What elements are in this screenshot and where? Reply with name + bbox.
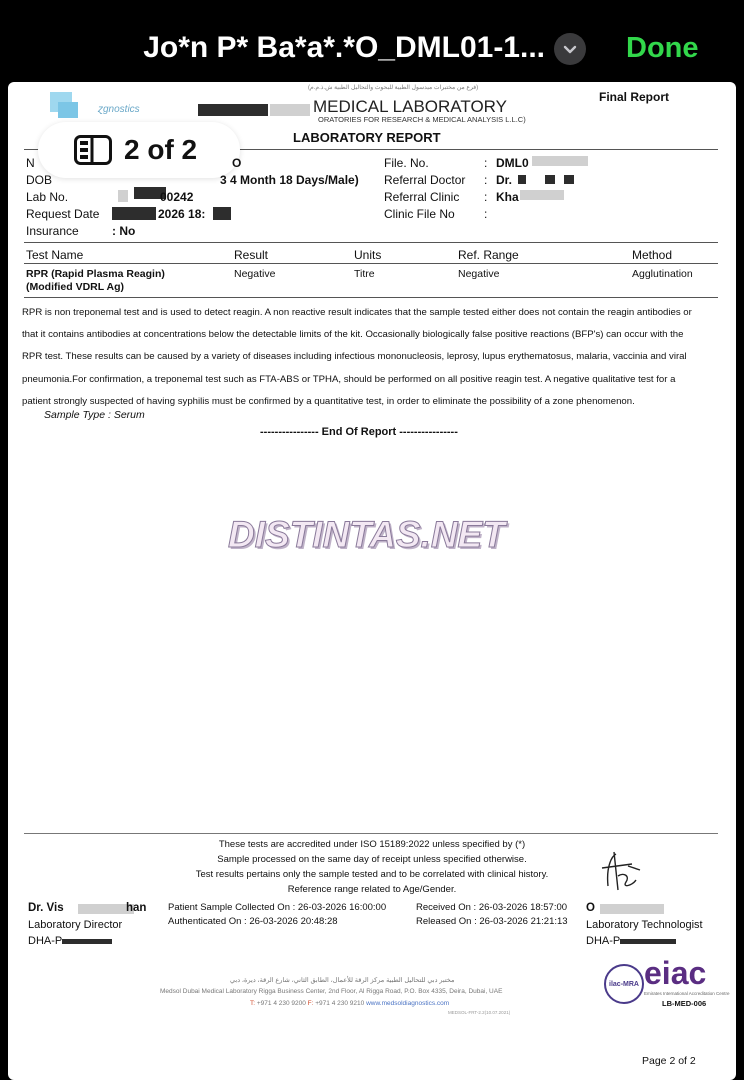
document-pages-icon <box>74 135 112 165</box>
arabic-header: (فرع من مختبرات ميدسول الطبية للبحوث والتحاليل الطبية ش.ذ.م.م) <box>308 85 479 91</box>
contact-line <box>250 1000 449 1007</box>
lab-name: MEDICAL LABORATORY <box>313 97 507 116</box>
footer-line: These tests are accredited under ISO 15189:2022 unless specified by (*) <box>218 839 526 850</box>
insurance-value: : No <box>112 224 136 238</box>
lab-subtitle: ORATORIES FOR RESEARCH & MEDICAL ANALYSIS L.L.C) <box>318 115 526 124</box>
sample-type: Sample Type : Serum <box>44 409 145 421</box>
page-number: Page 2 of 2 <box>642 1055 696 1067</box>
address-line: Medsol Dubai Medical Laboratory Rigga Business Center, 2nd Floor, Al Rigga Road, P.O. Box 4335, Deira, Dubai, UAE <box>160 988 503 995</box>
footer-line: Sample processed on the same day of receipt unless specified otherwise. <box>217 854 527 865</box>
table-row-rule <box>24 297 718 298</box>
clinic-file-label: Clinic File No <box>384 207 455 221</box>
notes-line: RPR test. These results can be caused by a variety of diseases including infectious mononucleosis, leprosy, lupus erythematosus, malaria, vaccinia and viral <box>22 351 687 362</box>
ilac-text: ilac-MRA <box>609 980 639 988</box>
footer-line: Reference range related to Age/Gender. <box>287 884 457 895</box>
report-title: LABORATORY REPORT <box>293 130 441 145</box>
result-value: Negative <box>234 268 276 280</box>
notes-line: RPR is non treponemal test and is used to detect reagin. A non reactive result indicates that the sample tested either does not contain the reagin antibodies or <box>22 307 692 318</box>
phone-value: +971 4 230 9200 <box>256 1000 306 1007</box>
end-of-report: ---------------- End Of Report ---------------- <box>260 426 458 438</box>
units-value: Titre <box>354 268 375 280</box>
authenticated-timestamp: Authenticated On : 26-03-2026 20:48:28 <box>168 916 338 927</box>
ref-range-value: Negative <box>458 268 500 280</box>
request-date-value: 2026 18: <box>158 207 206 221</box>
redaction-request-time <box>213 207 231 220</box>
referral-doctor-value: Dr. <box>496 173 513 187</box>
page-indicator-label: 2 of 2 <box>124 134 198 165</box>
redaction-doctor-c <box>564 175 574 184</box>
redaction-lab-no-a <box>118 190 128 202</box>
technologist-license: DHA-P <box>586 935 621 947</box>
received-timestamp: Received On : 26-03-2026 18:57:00 <box>416 902 568 913</box>
dob-label: DOB <box>26 173 53 187</box>
insurance-label: Insurance <box>26 224 79 238</box>
technologist-title: Laboratory Technologist <box>586 919 703 931</box>
redaction-header-2 <box>270 104 310 116</box>
referral-clinic-colon: : <box>484 190 488 204</box>
director-name-tail: han <box>126 902 147 914</box>
title-menu-button[interactable] <box>554 33 586 65</box>
request-date-label: Request Date <box>26 207 100 221</box>
notes-line: patient strongly suspected of having syphilis must be confirmed by a quantitative test, in order to eliminate the possibility of a zone phenomenon. <box>22 396 635 407</box>
test-name-line-1: RPR (Rapid Plasma Reagin) <box>26 268 165 280</box>
redaction-director-license <box>62 939 112 944</box>
phone-label: T: <box>250 1000 256 1007</box>
file-no-value: DML0 <box>496 156 529 170</box>
chevron-down-icon <box>562 41 578 57</box>
page-indicator[interactable] <box>38 122 240 178</box>
director-license: DHA-P <box>28 935 63 947</box>
watermark: DISTINTAS.NET <box>228 514 505 555</box>
table-header-rule <box>24 263 718 264</box>
lab-no-label: Lab No. <box>26 190 69 204</box>
arabic-address: مختبر دبي للتحاليل الطبية مركز الرقة للأعمال، الطابق الثاني، شارع الرقة، ديرة، دبي <box>230 977 455 984</box>
lab-no-value: 00242 <box>160 190 194 204</box>
referral-clinic-value: Kha <box>496 190 519 204</box>
ilac-mra-logo <box>604 964 644 1004</box>
redaction-header <box>198 104 268 116</box>
referral-doctor-label: Referral Doctor <box>384 173 466 187</box>
eiac-sub: Emirates International Accreditation Centre <box>644 991 730 996</box>
document-page[interactable] <box>8 82 736 1080</box>
accreditation-code: LB-MED-006 <box>662 999 707 1008</box>
name-value: O <box>232 156 242 170</box>
fax-label: F: <box>307 1000 314 1007</box>
referral-clinic-label: Referral Clinic <box>384 190 460 204</box>
director-title: Laboratory Director <box>28 919 123 931</box>
file-no-colon: : <box>484 156 488 170</box>
file-title[interactable]: Jo*n P* Ba*a*.*O_DML01-1... <box>143 31 545 64</box>
logo-text: ɀgnostics <box>98 104 140 115</box>
lab-logo <box>30 86 94 120</box>
name-label: N <box>26 156 35 170</box>
footer-line: Test results pertains only the sample tested and to be correlated with clinical history. <box>195 869 549 880</box>
redaction-file-no <box>532 156 588 166</box>
th-ref-range: Ref. Range <box>458 248 519 262</box>
table-top-rule <box>24 242 718 243</box>
file-no-label: File. No. <box>384 156 429 170</box>
technologist-name: O <box>586 902 595 914</box>
director-name: Dr. Vis <box>28 902 64 914</box>
clinic-file-colon: : <box>484 207 488 221</box>
fax-value: +971 4 230 9210 <box>315 1000 365 1007</box>
th-test-name: Test Name <box>26 248 84 262</box>
top-bar <box>0 0 744 82</box>
dob-value: 3 4 Month 18 Days/Male) <box>220 173 359 187</box>
redaction-request-date <box>112 207 156 220</box>
done-button[interactable]: Done <box>626 32 699 64</box>
collected-timestamp: Patient Sample Collected On : 26-03-2026 16:00:00 <box>168 902 387 913</box>
website-link[interactable]: www.medsoldiagnostics.com <box>366 1000 450 1007</box>
redaction-doctor-a <box>518 175 526 184</box>
redaction-doctor-b <box>545 175 555 184</box>
redaction-technologist-license <box>620 939 676 944</box>
method-value: Agglutination <box>632 268 693 280</box>
signature-image <box>588 846 658 902</box>
footer-rule <box>24 833 718 834</box>
test-name-line-2: (Modified VDRL Ag) <box>26 281 124 293</box>
redaction-clinic <box>520 190 564 200</box>
redaction-technologist <box>600 904 664 914</box>
th-result: Result <box>234 248 269 262</box>
released-timestamp: Released On : 26-03-2026 21:21:13 <box>416 916 568 927</box>
th-method: Method <box>632 248 673 262</box>
th-units: Units <box>354 248 382 262</box>
form-code: MEDSOL-FRT-2.2(10.07.2021) <box>448 1010 511 1015</box>
eiac-logo-text: eiac <box>644 955 707 991</box>
referral-doctor-colon: : <box>484 173 488 187</box>
notes-line: pneumonia.For confirmation, a treponemal test such as FTA-ABS or TPHA, should be performed on all positive reagin test. A negative qualitative test for a <box>22 374 676 385</box>
final-report-label: Final Report <box>599 90 670 104</box>
notes-line: that it contains antibodies at concentrations below the detectable limits of the kit. Occasionally biologically false positive reactions (BFP's) can occur with the <box>22 329 684 340</box>
